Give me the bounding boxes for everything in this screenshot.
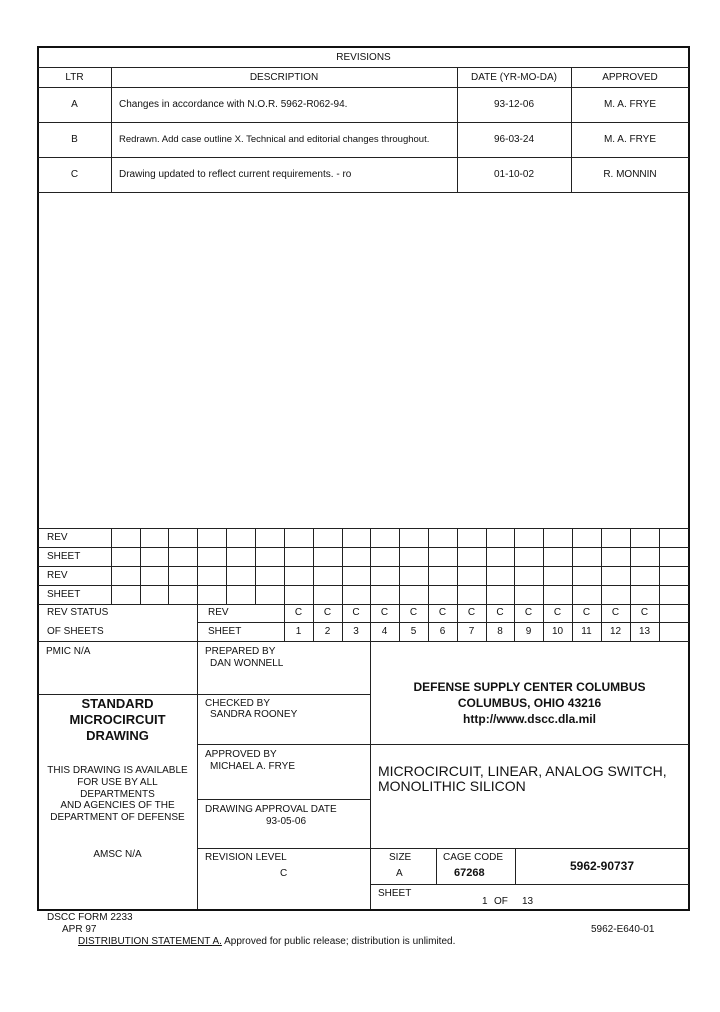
cage-code-label: CAGE CODE xyxy=(443,852,504,863)
sheet-cell: 12 xyxy=(609,626,622,637)
standard-label: STANDARD xyxy=(81,696,154,711)
rev-cell: C xyxy=(611,607,620,618)
sheet-cell: 8 xyxy=(497,626,503,637)
rev-row-ltr: C xyxy=(70,169,79,180)
sheet-cell: 4 xyxy=(381,626,388,637)
rev-cell: C xyxy=(524,607,533,618)
drawing-label: DRAWING xyxy=(86,728,149,743)
availability-line: DEPARTMENT OF DEFENSE xyxy=(50,812,185,823)
rev-cell: C xyxy=(380,607,389,618)
rev-cell: C xyxy=(553,607,562,618)
agency-city: COLUMBUS, OHIO 43216 xyxy=(457,696,602,710)
rev-cell: C xyxy=(467,607,476,618)
status-rev-label: REV xyxy=(47,570,68,581)
rev-cell: C xyxy=(640,607,649,618)
agency-name: DEFENSE SUPPLY CENTER COLUMBUS xyxy=(413,680,646,694)
frame-bottom xyxy=(37,909,690,911)
rev-cell: C xyxy=(409,607,418,618)
prepared-by-name: DAN WONNELL xyxy=(210,658,284,669)
prepared-by-label: PREPARED BY xyxy=(205,646,276,657)
status-sheet-label: SHEET xyxy=(47,589,81,600)
revision-level-label: REVISION LEVEL xyxy=(205,852,287,863)
rev-cell: C xyxy=(496,607,504,618)
sheet-cell: 13 xyxy=(638,626,651,637)
sheet-cell: 9 xyxy=(525,626,532,637)
sheet-cell: 7 xyxy=(468,626,475,637)
drawing-title-line1: MICROCIRCUIT, LINEAR, ANALOG SWITCH, xyxy=(378,763,667,779)
sheet-cell: 2 xyxy=(324,626,331,637)
drawing-title-line2: MONOLITHIC SILICON xyxy=(378,778,526,794)
distribution-statement xyxy=(78,937,455,947)
rev-row-ltr: B xyxy=(71,134,78,145)
status-rev-label: REV xyxy=(47,532,68,543)
checked-by-label: CHECKED BY xyxy=(205,698,271,709)
sheet-cell: 11 xyxy=(581,626,592,637)
revisions-title: REVISIONS xyxy=(336,52,391,63)
microcircuit-label: MICROCIRCUIT xyxy=(69,712,166,727)
rev-row-description: Redrawn. Add case outline X. Technical and editorial changes throughout. xyxy=(119,134,430,145)
sheet-cell: 1 xyxy=(295,626,302,637)
form-number: DSCC FORM 2233 xyxy=(47,912,133,923)
availability-line: DEPARTMENTS xyxy=(80,789,155,800)
header-approved: APPROVED xyxy=(602,72,658,83)
availability-line: THIS DRAWING IS AVAILABLE xyxy=(47,765,188,776)
frame-top xyxy=(37,46,690,48)
sheet-label: SHEET xyxy=(378,888,412,899)
size-label: SIZE xyxy=(389,852,412,863)
rev-cell: C xyxy=(294,607,303,618)
sheet-cell: 3 xyxy=(353,626,359,637)
sheet-number: 1 xyxy=(482,896,488,907)
sheet-cell: 5 xyxy=(410,626,417,637)
sheet-cell: 10 xyxy=(551,626,564,637)
approved-by-name: MICHAEL A. FRYE xyxy=(210,761,296,772)
form-date: APR 97 xyxy=(62,924,97,935)
checked-by-name: SANDRA ROONEY xyxy=(210,709,298,720)
rev-row-approved: M. A. FRYE xyxy=(603,134,657,145)
rev-cell: C xyxy=(352,607,360,618)
rev-row-date: 01-10-02 xyxy=(493,169,535,180)
document-id: 5962-E640-01 xyxy=(591,924,655,935)
drawing-number: 5962-90737 xyxy=(569,859,635,873)
revision-level: C xyxy=(280,868,288,879)
availability-line: FOR USE BY ALL xyxy=(77,777,158,788)
rev-row-ltr: A xyxy=(71,99,78,110)
sheet-total: 13 xyxy=(522,896,534,907)
rev-row-approved: M. A. FRYE xyxy=(603,99,657,110)
rev-row-description: Drawing updated to reflect current requirements. - ro xyxy=(119,169,352,180)
approved-by-label: APPROVED BY xyxy=(205,749,277,760)
header-ltr: LTR xyxy=(65,72,84,83)
distribution-label: DISTRIBUTION STATEMENT A. xyxy=(78,936,222,947)
rev-cell: C xyxy=(582,607,591,618)
rev-status-label: REV STATUS xyxy=(47,607,109,618)
status-sheet-label: SHEET xyxy=(208,626,242,637)
header-description: DESCRIPTION xyxy=(249,72,319,83)
availability-line: AND AGENCIES OF THE xyxy=(60,800,175,811)
sheet-cell: 6 xyxy=(439,626,446,637)
of-sheets-label: OF SHEETS xyxy=(47,626,104,637)
rev-row-approved: R. MONNIN xyxy=(603,169,657,180)
header-date: DATE (YR-MO-DA) xyxy=(471,72,557,83)
sheet-of-label: OF xyxy=(494,896,508,907)
amsc-label: AMSC N/A xyxy=(93,849,142,860)
approval-date-label: DRAWING APPROVAL DATE xyxy=(205,804,337,815)
rev-row-date: 93-12-06 xyxy=(493,99,535,110)
status-sheet-label: SHEET xyxy=(47,551,81,562)
rev-row-description: Changes in accordance with N.O.R. 5962-R062-94. xyxy=(119,99,348,110)
approval-date: 93-05-06 xyxy=(266,816,307,827)
agency-url: http://www.dscc.dla.mil xyxy=(463,712,596,726)
pmic-label: PMIC N/A xyxy=(46,646,91,657)
status-rev-label: REV xyxy=(208,607,229,618)
size-value: A xyxy=(396,868,403,879)
cage-code-value: 67268 xyxy=(454,867,485,879)
rev-cell: C xyxy=(323,607,332,618)
rev-row-date: 96-03-24 xyxy=(493,134,535,145)
distribution-text: Approved for public release; distribution is unlimited. xyxy=(221,936,456,947)
rev-cell: C xyxy=(438,607,447,618)
